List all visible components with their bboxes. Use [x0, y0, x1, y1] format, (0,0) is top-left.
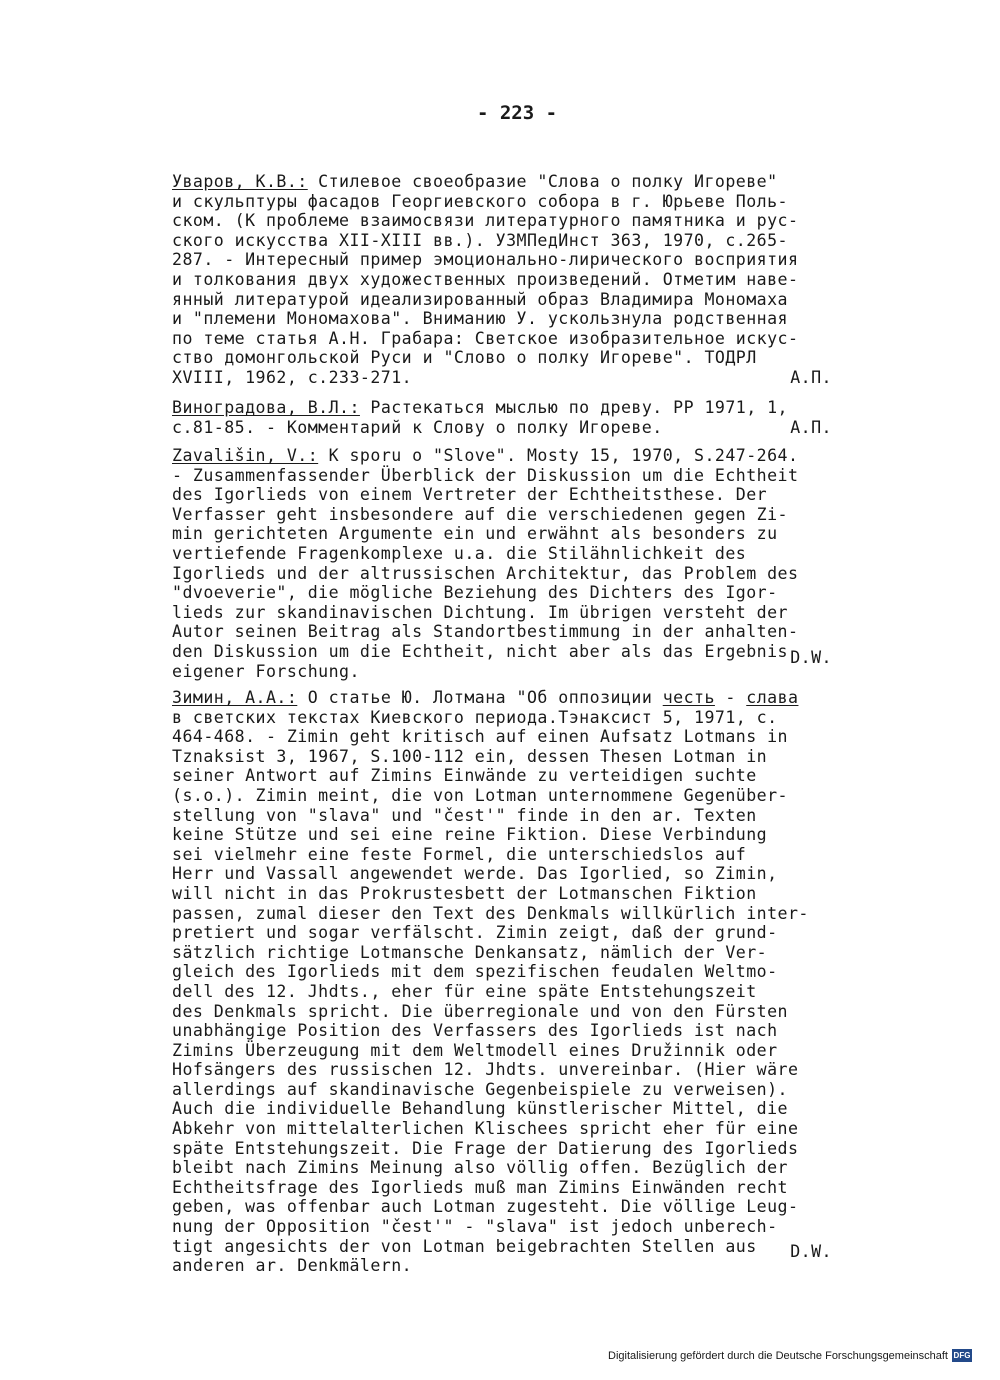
entry-signature: D.W. — [790, 1242, 832, 1262]
bibliography-entry — [172, 172, 872, 388]
entry-line: Auch die individuelle Behandlung künstlerischer Mittel, die — [172, 1099, 788, 1119]
entry-line: pretiert und sogar verfälscht. Zimin zeigt, daß der grund- — [172, 923, 778, 943]
entry-line: Hofsängers des russischen 12. Jhdts. unvereinbar. (Hier wäre — [172, 1060, 799, 1080]
entry-line: seiner Antwort auf Zimins Einwände zu verteidigen suchte — [172, 766, 757, 786]
entry-author: Уваров, К.В.: — [172, 172, 308, 191]
entry-line: sei vielmehr eine feste Formel, die unterschiedslos auf — [172, 844, 747, 864]
entry-line: Zimins Überzeugung mit dem Weltmodell eines Družinnik oder — [172, 1040, 778, 1060]
entry-line: K sporu o "Slove". Mosty 15, 1970, S.247-264. — [318, 446, 799, 465]
entry-line: stellung von "slava" und "čest'" finde in den ar. Texten — [172, 805, 757, 825]
entry-line: dell des 12. Jhdts., eher für eine späte Entstehungszeit — [172, 981, 757, 1001]
entry-line: will nicht in das Prokrustesbett der Lotmanschen Fiktion — [172, 883, 757, 903]
bibliography-entry — [172, 688, 872, 1276]
entry-line: - Zusammenfassender Überblick der Diskussion um die Echtheit — [172, 465, 799, 485]
entry-line: des Igorlieds von einem Vertreter der Echtheitsthese. Der — [172, 485, 768, 505]
entry-line: nung der Opposition "čest'" - "slava" ist jedoch unberech- — [172, 1217, 778, 1237]
underlined-term: слава — [746, 688, 799, 707]
entry-line: tigt angesichts der von Lotman beigebrachten Stellen aus — [172, 1236, 757, 1256]
entry-line: по теме статья А.Н. Грабара: Светское изобразительное искус- — [172, 328, 799, 348]
entry-line: Стилевое своеобразие "Слова о полку Игореве" — [307, 172, 778, 191]
entry-line-part: О статье Ю. Лотмана "Об оппозиции — [297, 688, 663, 707]
entry-line: bleibt nach Zimins Meinung also völlig offen. Bezüglich der — [172, 1158, 788, 1178]
entry-signature: А.П. — [790, 367, 832, 387]
entry-line: XVIII, 1962, с.233-271. — [172, 367, 413, 387]
entry-line: (s.o.). Zimin meint, die von Lotman unternommene Gegenüber- — [172, 785, 788, 805]
entry-line: с.81-85. - Комментарий к Слову о полку Игореве. — [172, 417, 663, 437]
entry-line: 287. - Интересный пример эмоционально-лирического восприятия — [172, 250, 799, 270]
entry-signature: А.П. — [790, 417, 832, 437]
entry-line: des Denkmals spricht. Die überregionale und von den Fürsten — [172, 1001, 788, 1021]
entry-line: ство домонгольской Руси и "Слово о полку Игореве". ТОДРЛ — [172, 348, 757, 368]
entry-line: geben, was offenbar auch Lotman zugesteht. Die völlige Leug- — [172, 1197, 799, 1217]
entry-line: passen, zumal dieser den Text des Denkmals willkürlich inter- — [172, 903, 809, 923]
entry-line: Echtheitsfrage des Igorlieds muß man Zimins Einwänden recht — [172, 1177, 788, 1197]
entry-line: min gerichteten Argumente ein und erwähnt als besonders zu — [172, 524, 778, 544]
entry-line: в светских текстах Киевского периода.Тэнаксист 5, 1971, с. — [172, 707, 778, 727]
entry-line: Растекаться мыслью по древу. РР 1971, 1, — [359, 398, 788, 417]
entry-line: vertiefende Fragenkomplexe u.a. die Stilähnlichkeit des — [172, 543, 747, 563]
page-number: - 223 - — [476, 102, 558, 124]
entry-line: Tznaksist 3, 1967, S.100-112 ein, dessen Thesen Lotman in — [172, 746, 768, 766]
entry-line: янный литературой идеализированный образ Владимира Мономаха — [172, 289, 788, 309]
bibliography-entry — [172, 446, 872, 681]
bibliography-entry — [172, 398, 872, 437]
entry-author: Зимин, А.А.: — [172, 688, 298, 707]
entry-line: eigener Forschung. — [172, 661, 360, 681]
entry-line: "dvoeverie", die mögliche Beziehung des Dichters des Igor- — [172, 583, 778, 603]
entry-signature: D.W. — [790, 647, 832, 667]
entry-line: 464-468. - Zimin geht kritisch auf einen Aufsatz Lotmans in — [172, 727, 788, 747]
dfg-logo-icon: DFG — [953, 1351, 971, 1360]
entry-line: sätzlich richtige Lotmansche Denkansatz, nämlich der Ver- — [172, 942, 768, 962]
entry-line: späte Entstehungszeit. Die Frage der Datierung des Igorlieds — [172, 1138, 799, 1158]
entry-line: anderen ar. Denkmälern. — [172, 1256, 413, 1276]
entry-line: den Diskussion um die Echtheit, nicht aber als das Ergebnis — [172, 641, 788, 661]
entry-line: ском. (К проблеме взаимосвязи литературного памятника и рус- — [172, 211, 799, 231]
entry-line: и скульптуры фасадов Георгиевского собора в г. Юрьеве Поль- — [172, 191, 788, 211]
entry-line: и "племени Мономахова". Вниманию У. ускользнула родственная — [172, 309, 788, 329]
footer — [608, 1349, 972, 1362]
entry-line: allerdings auf skandinavische Gegenbeispiele zu verweisen). — [172, 1079, 788, 1099]
underlined-term: честь — [662, 688, 715, 707]
entry-line: gleich des Igorlieds mit dem spezifischen feudalen Weltmo- — [172, 962, 778, 982]
entry-author: Виноградова, В.Л.: — [172, 398, 360, 417]
entry-line: Verfasser geht insbesondere auf die verschiedenen gegen Zi- — [172, 504, 788, 524]
entry-line: Abkehr von mittelalterlichen Klischees spricht eher für eine — [172, 1119, 799, 1139]
entry-line: ского искусства XII-XIII вв.). УЗМПедИнст 363, 1970, с.265- — [172, 230, 788, 250]
footer-text: Digitalisierung gefördert durch die Deutsche Forschungsgemeinschaft — [608, 1349, 948, 1362]
entry-line: Igorlieds und der altrussischen Architektur, das Problem des — [172, 563, 799, 583]
entry-line: и толкования двух художественных произведений. Отметим наве- — [172, 269, 799, 289]
entry-author: Zavališin, V.: — [172, 446, 319, 465]
entry-line: lieds zur skandinavischen Dichtung. Im übrigen versteht der — [172, 602, 788, 622]
entry-line-part: - — [714, 688, 747, 707]
entry-line: Herr und Vassall angewendet werde. Das Igorlied, so Zimin, — [172, 864, 778, 884]
entry-line: keine Stütze und sei eine reine Fiktion. Diese Verbindung — [172, 825, 768, 845]
entry-line: unabhängige Position des Verfassers des Igorlieds ist nach — [172, 1021, 778, 1041]
entry-line: Autor seinen Beitrag als Standortbestimmung in der anhalten- — [172, 622, 799, 642]
